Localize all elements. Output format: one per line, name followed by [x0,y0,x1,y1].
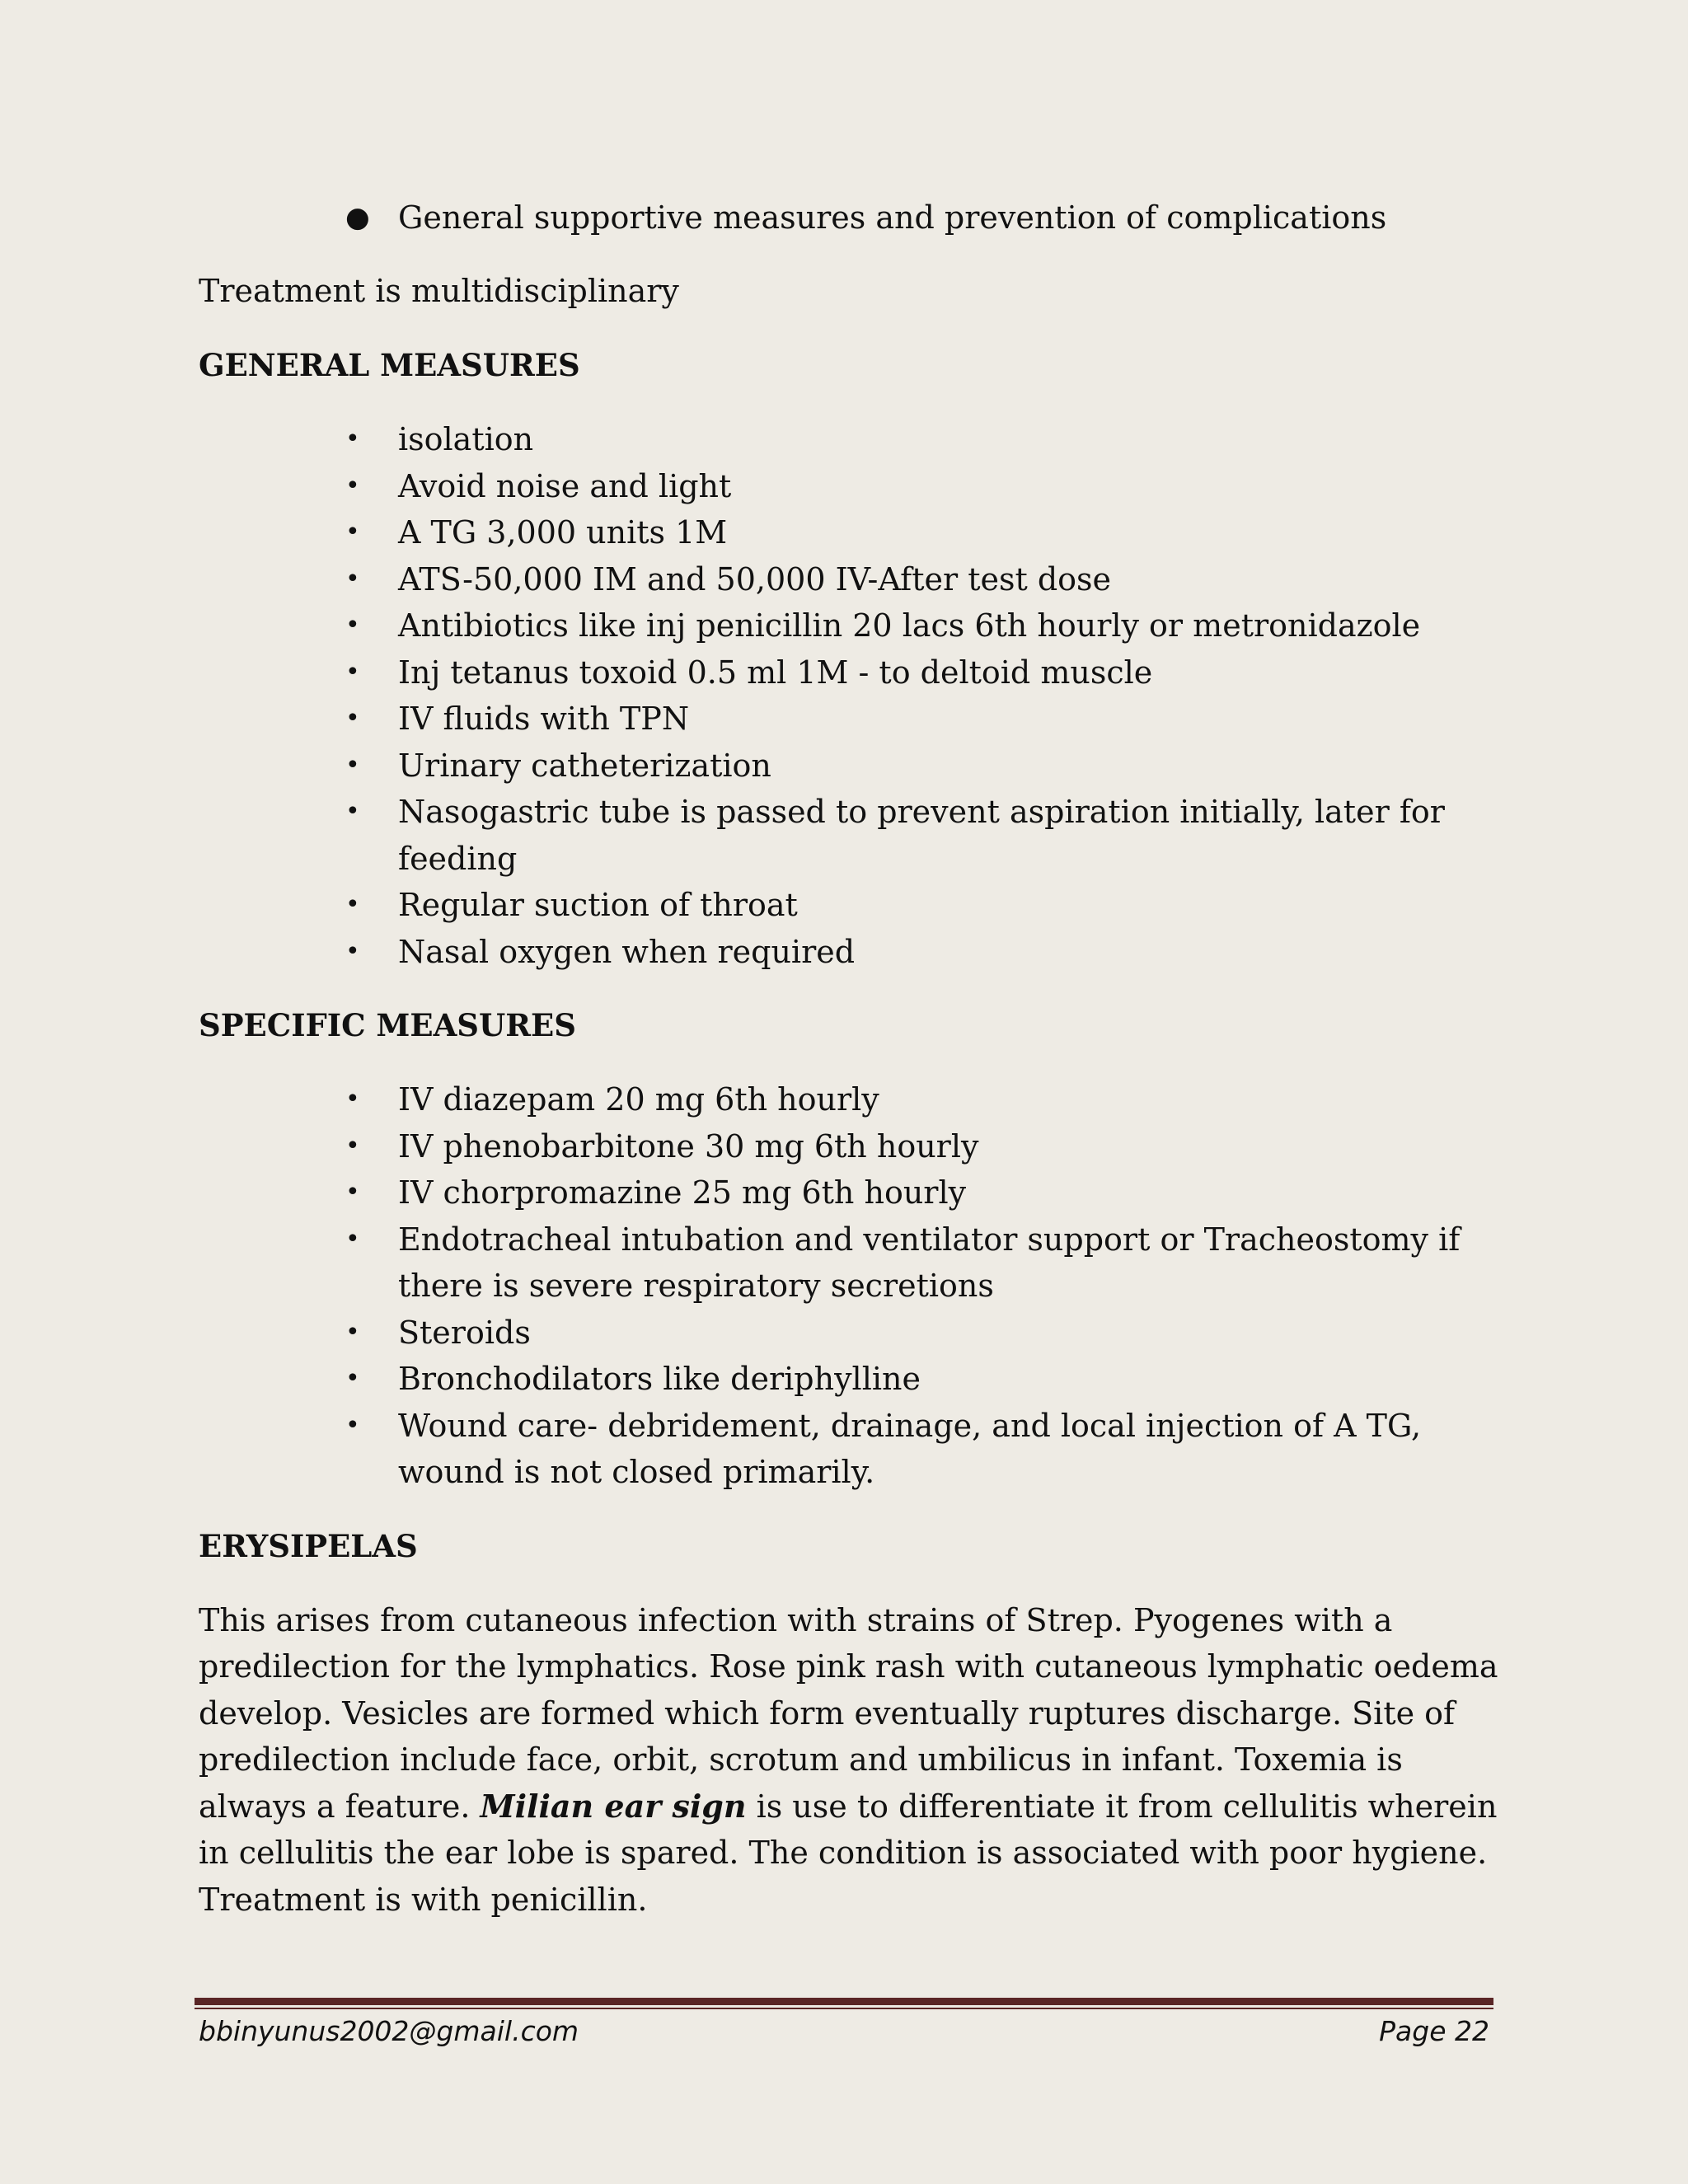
list-item: • Urinary catheterization [345,743,1501,790]
list-item: • isolation [345,416,1501,463]
erysipelas-text-after: is use to differentiate it from cellulitis wherein in cellulitis the ear lobe is spared. The condition is associated with poor hygiene. Treatment is with penicillin. [199,1788,1498,1918]
bullet-icon: • [345,1317,360,1347]
erysipelas-heading: ERYSIPELAS [199,1527,418,1564]
bullet-icon: • [345,704,360,733]
bullet-icon: • [345,657,360,687]
list-item: • Steroids [345,1310,1501,1357]
list-item: • Bronchodilators like deriphylline [345,1356,1501,1403]
bullet-icon: • [345,936,360,966]
specific-measures-list [199,1076,1501,1496]
bullet-icon: • [345,797,360,826]
erysipelas-text-before: This arises from cutaneous infection with strains of Strep. Pyogenes with a predilection for the lymphatics. Rose pink rash with cutaneous lymphatic oedema develop. Vesicles are formed which form eventually ruptures discharge. Site of predilection include face, orbit, scrotum and umbilicus in infant. Toxemia is always a feature. [199,1601,1498,1825]
list-item: • IV phenobarbitone 30 mg 6th hourly [345,1123,1501,1170]
list-item: • A TG 3,000 units 1M [345,509,1501,556]
list-item: • ATS-50,000 IM and 50,000 IV-After test dose [345,556,1501,603]
list-item: • Wound care- debridement, drainage, and local injection of A TG, wound is not closed primarily. [345,1403,1501,1496]
bullet-icon: • [345,518,360,546]
list-item: • Avoid noise and light [345,463,1501,510]
intro-bullet-item [345,194,1501,241]
general-measures-heading: GENERAL MEASURES [199,347,580,383]
bullet-icon: • [345,1410,360,1440]
list-item: • Antibiotics like inj penicillin 20 lacs 6th hourly or metronidazole [345,602,1501,649]
list-item: • Inj tetanus toxoid 0.5 ml 1M - to deltoid muscle [345,649,1501,696]
page-content [199,194,1501,1950]
bullet-icon: • [345,890,360,919]
bullet-icon: • [345,424,360,453]
bullet-icon: • [345,750,360,780]
list-item: • IV diazepam 20 mg 6th hourly [345,1076,1501,1123]
milian-ear-sign-emphasis: Milian ear sign [480,1787,747,1825]
general-measures-list [199,416,1501,975]
bullet-icon: • [345,1364,360,1393]
bullet-icon: • [345,1085,360,1113]
footer-divider-thin [195,2008,1493,2009]
list-item: • Endotracheal intubation and ventilator support or Tracheostomy if there is severe respiratory secretions [345,1216,1501,1310]
list-item: • IV fluids with TPN [345,696,1501,743]
list-item: • Nasal oxygen when required [345,929,1501,976]
list-item: • IV chorpromazine 25 mg 6th hourly [345,1169,1501,1216]
erysipelas-paragraph [199,1597,1501,1924]
footer-email: bbinyunus2002@gmail.com [199,2015,579,2047]
bullet-icon: • [345,1131,360,1160]
intro-bullet-text: General supportive measures and prevention of complications [398,199,1387,236]
footer-page-number: Page 22 [1379,2015,1489,2047]
bullet-icon: ● [345,201,370,234]
list-item: • Regular suction of throat [345,882,1501,929]
footer-divider-thick [195,1998,1493,2005]
bullet-icon: • [345,611,360,640]
specific-measures-heading: SPECIFIC MEASURES [199,1007,576,1043]
bullet-icon: • [345,471,360,500]
bullet-icon: • [345,1178,360,1207]
page-footer [199,2011,1489,2052]
treatment-note: Treatment is multidisciplinary [199,273,679,309]
bullet-icon: • [345,564,360,593]
list-item: • Nasogastric tube is passed to prevent aspiration initially, later for feeding [345,789,1501,882]
bullet-icon: • [345,1224,360,1254]
